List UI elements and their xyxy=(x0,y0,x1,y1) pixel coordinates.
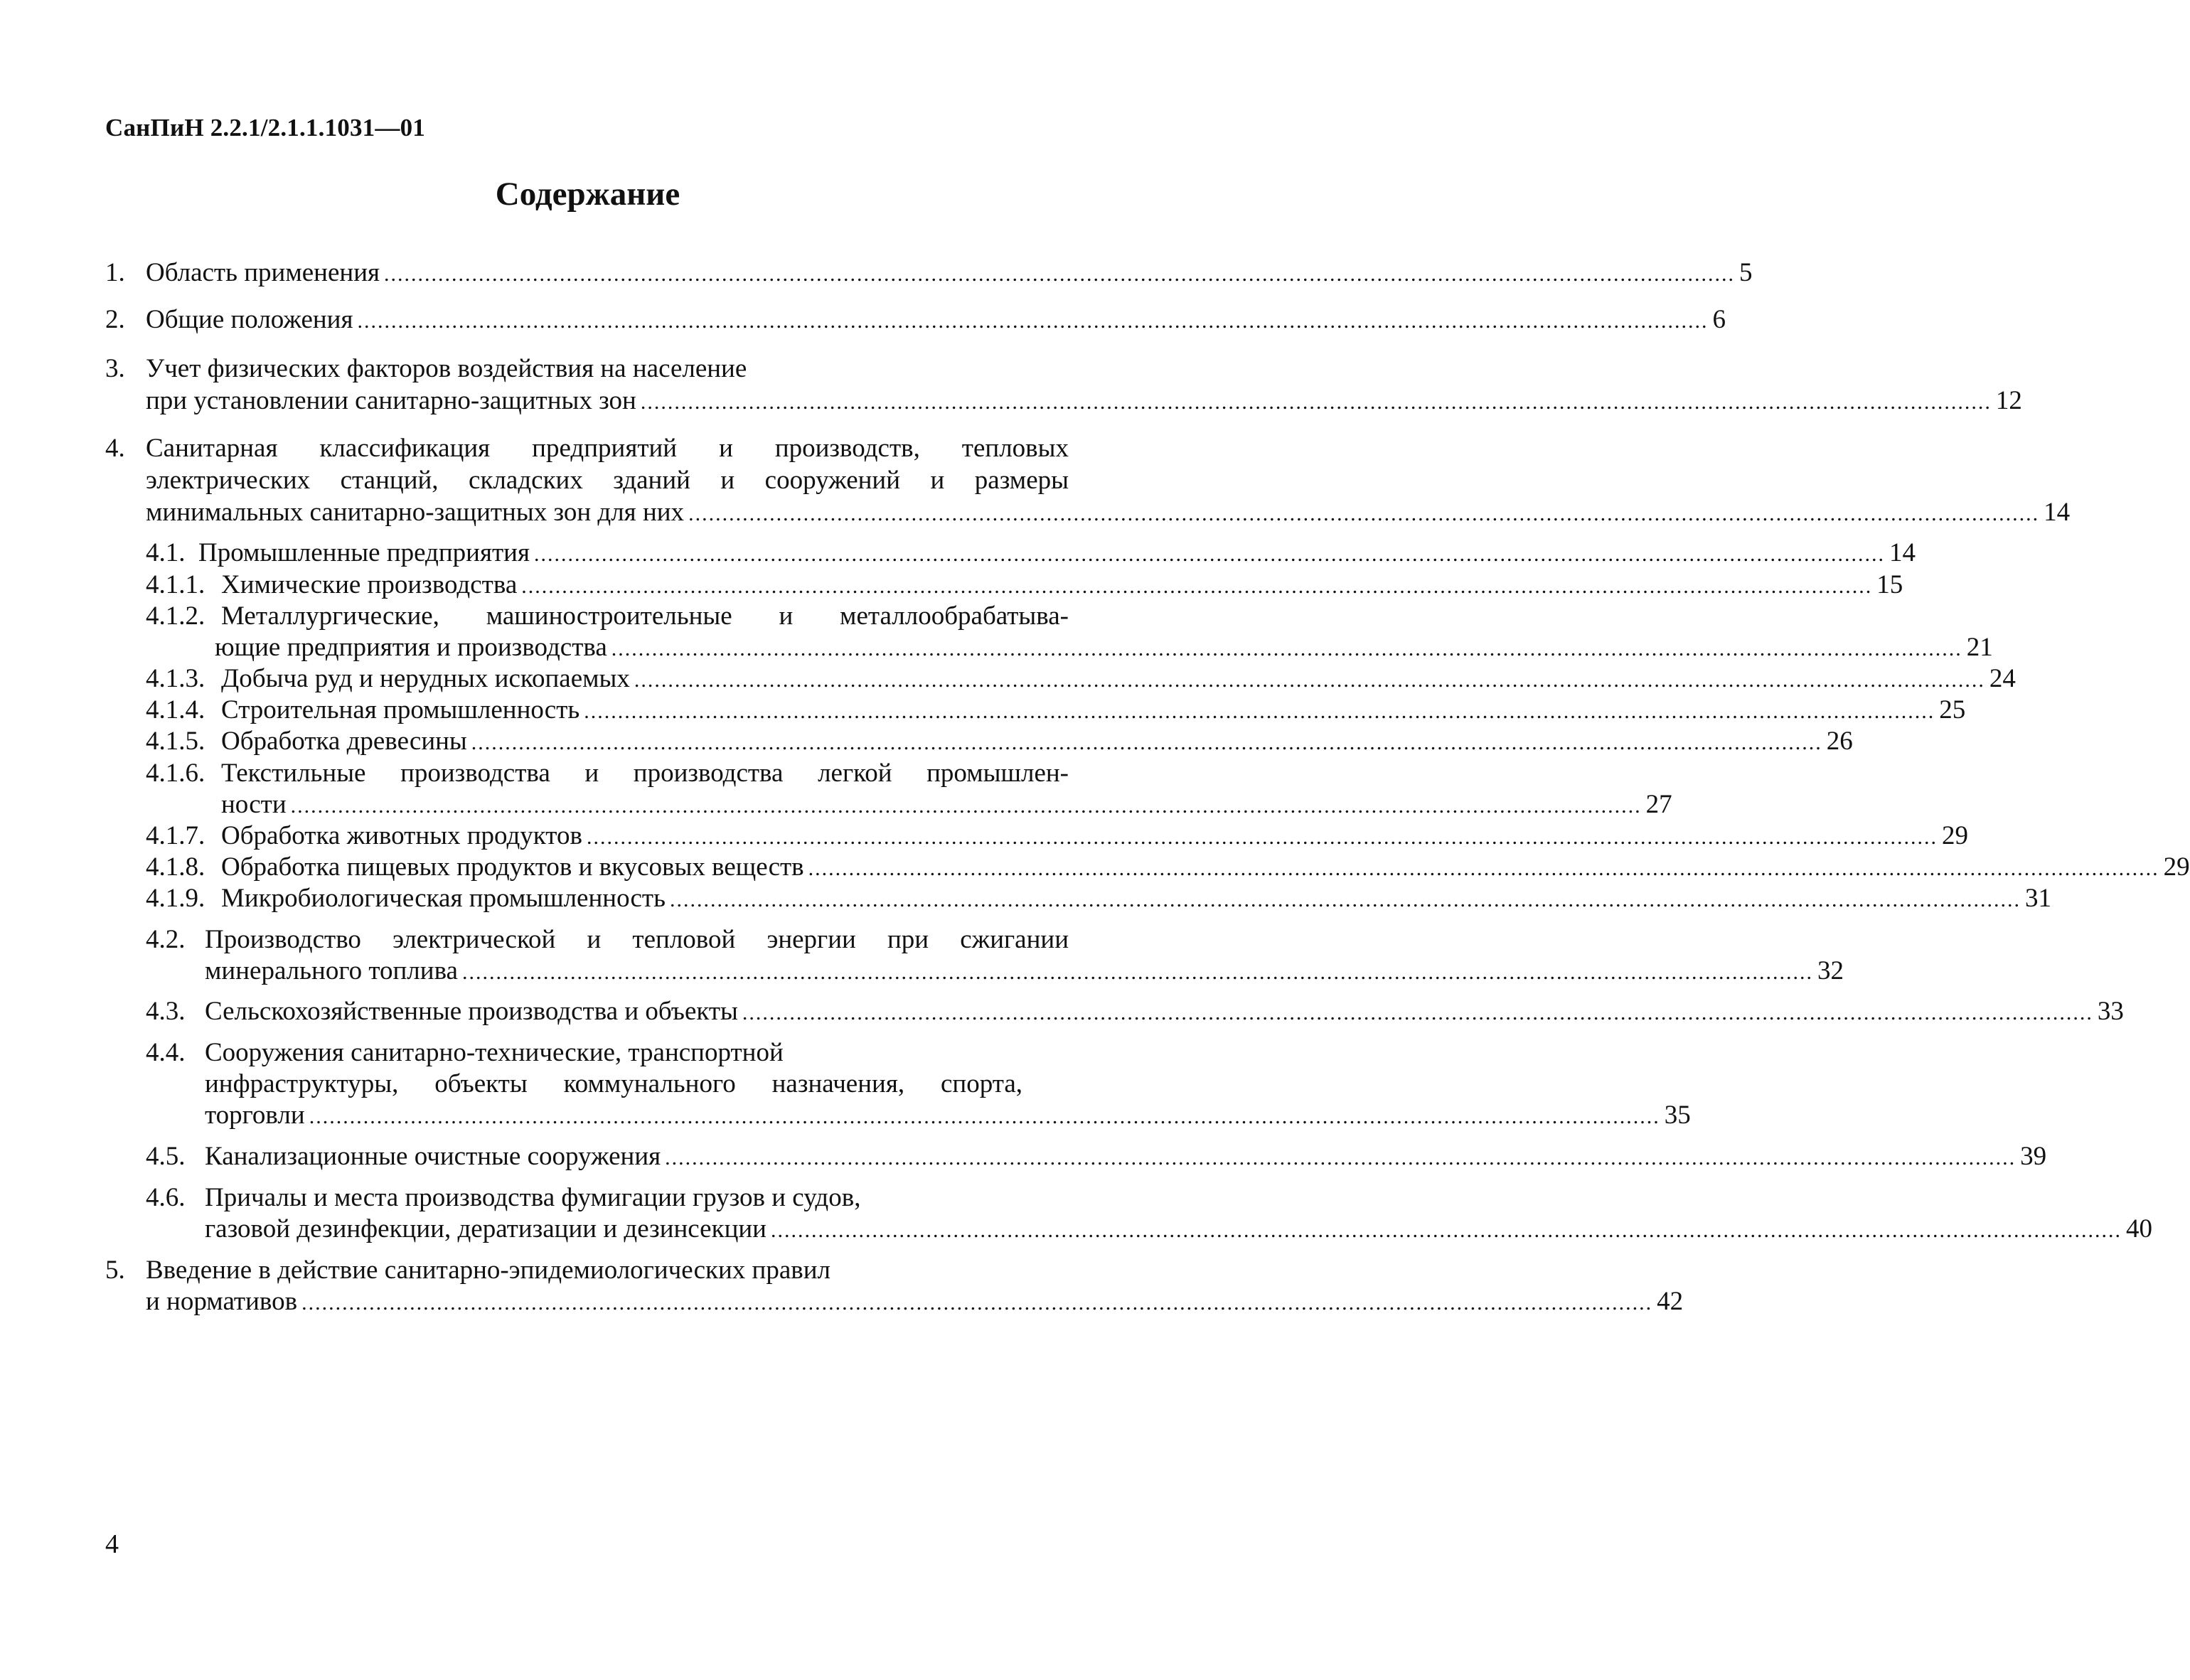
toc-item[interactable] xyxy=(205,956,1844,988)
toc-item-text: электрических станций, складских зданий и сооружений и размеры xyxy=(146,466,1069,495)
toc-page-number: 31 xyxy=(2024,884,2051,913)
dot-leader: ........................................................................................................................................................................................................ xyxy=(290,794,1642,818)
toc-page-number: 26 xyxy=(1826,727,1853,756)
toc-number: 4.6. xyxy=(146,1183,186,1212)
page-title: Содержание xyxy=(495,176,680,213)
toc-number: 4.2. xyxy=(146,925,186,954)
toc-item[interactable] xyxy=(221,852,2190,884)
toc-item-text: Строительная промышленность xyxy=(221,695,580,724)
dot-leader: ........................................................................................................................................................................................................ xyxy=(640,390,1992,414)
toc-item[interactable] xyxy=(205,996,2124,1029)
toc-item[interactable] xyxy=(146,1286,1684,1319)
toc-item[interactable] xyxy=(146,385,2022,418)
document-header: СанПиН 2.2.1/2.1.1.1031—01 xyxy=(105,114,425,141)
dot-leader: ........................................................................................................................................................................................................ xyxy=(611,637,1962,660)
toc-item[interactable] xyxy=(221,820,1968,853)
toc-item-text: ющие предприятия и производства xyxy=(215,633,607,662)
dot-leader: ........................................................................................................................................................................................................ xyxy=(357,309,1709,333)
toc-page-number: 15 xyxy=(1876,570,1903,599)
toc-item[interactable] xyxy=(205,1214,2152,1246)
toc-item-text: Причалы и места производства фумигации грузов и судов, xyxy=(205,1183,861,1212)
toc-item-text: Обработка пищевых продуктов и вкусовых веществ xyxy=(221,852,804,882)
toc-item[interactable] xyxy=(146,497,2071,530)
dot-leader: ........................................................................................................................................................................................................ xyxy=(301,1291,1653,1315)
toc-page-number: 32 xyxy=(1817,956,1844,985)
toc-item[interactable] xyxy=(205,1100,1691,1133)
toc-page-number: 40 xyxy=(2125,1214,2152,1243)
toc-page-number: 5 xyxy=(1739,258,1753,287)
toc-item-text: ности xyxy=(221,790,287,819)
toc-number: 4.1.4. xyxy=(146,695,205,724)
toc-number: 5. xyxy=(105,1256,125,1285)
toc-number: 4.1.3. xyxy=(146,664,205,693)
toc-page-number: 12 xyxy=(1995,386,2022,415)
toc-number: 4.1.7. xyxy=(146,821,205,850)
toc-item[interactable] xyxy=(221,695,1966,727)
toc-page-number: 6 xyxy=(1712,305,1726,334)
toc-item-text: Металлургические, машиностроительные и металлообрабатыва- xyxy=(221,601,1069,631)
toc-page-number: 27 xyxy=(1645,790,1672,819)
toc-item-text: Обработка животных продуктов xyxy=(221,821,582,850)
toc-number: 2. xyxy=(105,305,125,334)
toc-item-text: инфраструктуры, объекты коммунального назначения, спорта, xyxy=(205,1069,1022,1098)
dot-leader: ........................................................................................................................................................................................................ xyxy=(665,1146,2017,1170)
toc-item-text: Химические производства xyxy=(221,570,518,599)
toc-page-number: 39 xyxy=(2020,1142,2047,1171)
page-number: 4 xyxy=(105,1529,119,1559)
toc-item-text: Область применения xyxy=(146,258,380,287)
toc-page-number: 35 xyxy=(1664,1101,1691,1130)
toc-item[interactable] xyxy=(221,569,1903,602)
toc-number: 4.3. xyxy=(146,997,186,1026)
dot-leader: ........................................................................................................................................................................................................ xyxy=(808,857,2159,880)
toc-item[interactable] xyxy=(146,257,1753,290)
toc-page-number: 33 xyxy=(2097,997,2124,1026)
toc-item-text: торговли xyxy=(205,1101,305,1130)
dot-leader: ........................................................................................................................................................................................................ xyxy=(309,1105,1660,1128)
toc-item-text: Санитарная классификация предприятий и производств, тепловых xyxy=(146,434,1069,463)
toc-item[interactable] xyxy=(205,1141,2047,1174)
dot-leader: ........................................................................................................................................................................................................ xyxy=(770,1219,2122,1242)
toc-item-text: при установлении санитарно-защитных зон xyxy=(146,386,636,415)
dot-leader: ........................................................................................................................................................................................................ xyxy=(634,668,1985,692)
toc-number: 4.1.6. xyxy=(146,759,205,788)
dot-leader: ........................................................................................................................................................................................................ xyxy=(688,502,2040,525)
toc-number: 4.1.5. xyxy=(146,727,205,756)
toc-item-text: Сооружения санитарно-технические, транспортной xyxy=(205,1038,784,1067)
dot-leader: ........................................................................................................................................................................................................ xyxy=(521,574,1873,598)
dot-leader: ........................................................................................................................................................................................................ xyxy=(471,731,1822,754)
toc-number: 4.1. xyxy=(146,538,186,567)
toc-page-number: 14 xyxy=(2044,498,2071,527)
dot-leader: ........................................................................................................................................................................................................ xyxy=(584,700,1935,723)
dot-leader: ........................................................................................................................................................................................................ xyxy=(384,262,1736,286)
toc-number: 1. xyxy=(105,258,125,287)
toc-item-text: минимальных санитарно-защитных зон для них xyxy=(146,498,685,527)
toc-item-text: Микробиологическая промышленность xyxy=(221,884,666,913)
toc-page-number: 29 xyxy=(2163,852,2190,882)
toc-number: 4.1.1. xyxy=(146,570,205,599)
toc-item-text: Сельскохозяйственные производства и объекты xyxy=(205,997,738,1026)
toc-page-number: 24 xyxy=(1989,664,2016,693)
toc-item-text: Канализационные очистные сооружения xyxy=(205,1142,661,1171)
toc-item-text: Общие положения xyxy=(146,305,353,334)
toc-number: 4. xyxy=(105,434,125,463)
toc-item-text: Производство электрической и тепловой энергии при сжигании xyxy=(205,925,1069,954)
toc-item[interactable] xyxy=(146,304,1726,337)
toc-item-text: и нормативов xyxy=(146,1287,298,1316)
toc-item-text: минерального топлива xyxy=(205,956,458,985)
dot-leader: ........................................................................................................................................................................................................ xyxy=(742,1001,2093,1024)
toc-page-number: 42 xyxy=(1657,1287,1684,1316)
toc-item-text: Текстильные производства и производства легкой промышлен- xyxy=(221,759,1069,788)
toc-number: 4.1.9. xyxy=(146,884,205,913)
toc-number: 3. xyxy=(105,354,125,383)
toc-page-number: 29 xyxy=(1941,821,1968,850)
toc-item[interactable] xyxy=(198,537,1916,570)
toc-item-text: Обработка древесины xyxy=(221,727,467,756)
toc-item-text: Добыча руд и нерудных ископаемых xyxy=(221,664,630,693)
toc-page-number: 21 xyxy=(1966,633,1993,662)
toc-number: 4.5. xyxy=(146,1142,186,1171)
toc-item[interactable] xyxy=(221,726,1853,759)
dot-leader: ........................................................................................................................................................................................................ xyxy=(669,888,2021,911)
toc-number: 4.4. xyxy=(146,1038,186,1067)
toc-item[interactable] xyxy=(215,632,1993,665)
toc-page-number: 25 xyxy=(1939,695,1966,724)
toc-number: 4.1.2. xyxy=(146,601,205,631)
dot-leader: ........................................................................................................................................................................................................ xyxy=(461,961,1813,984)
toc-item-text: газовой дезинфекции, дератизации и дезинсекции xyxy=(205,1214,766,1243)
toc-item-text: Введение в действие санитарно-эпидемиологических правил xyxy=(146,1256,831,1285)
toc-item-text: Учет физических факторов воздействия на население xyxy=(146,354,747,383)
dot-leader: ........................................................................................................................................................................................................ xyxy=(586,825,1938,849)
toc-page-number: 14 xyxy=(1889,538,1916,567)
toc-number: 4.1.8. xyxy=(146,852,205,882)
toc-item[interactable] xyxy=(221,883,2051,916)
toc-item-text: Промышленные предприятия xyxy=(198,538,530,567)
toc-item[interactable] xyxy=(221,789,1672,822)
toc-item[interactable] xyxy=(221,663,2016,696)
dot-leader: ........................................................................................................................................................................................................ xyxy=(533,542,1885,566)
